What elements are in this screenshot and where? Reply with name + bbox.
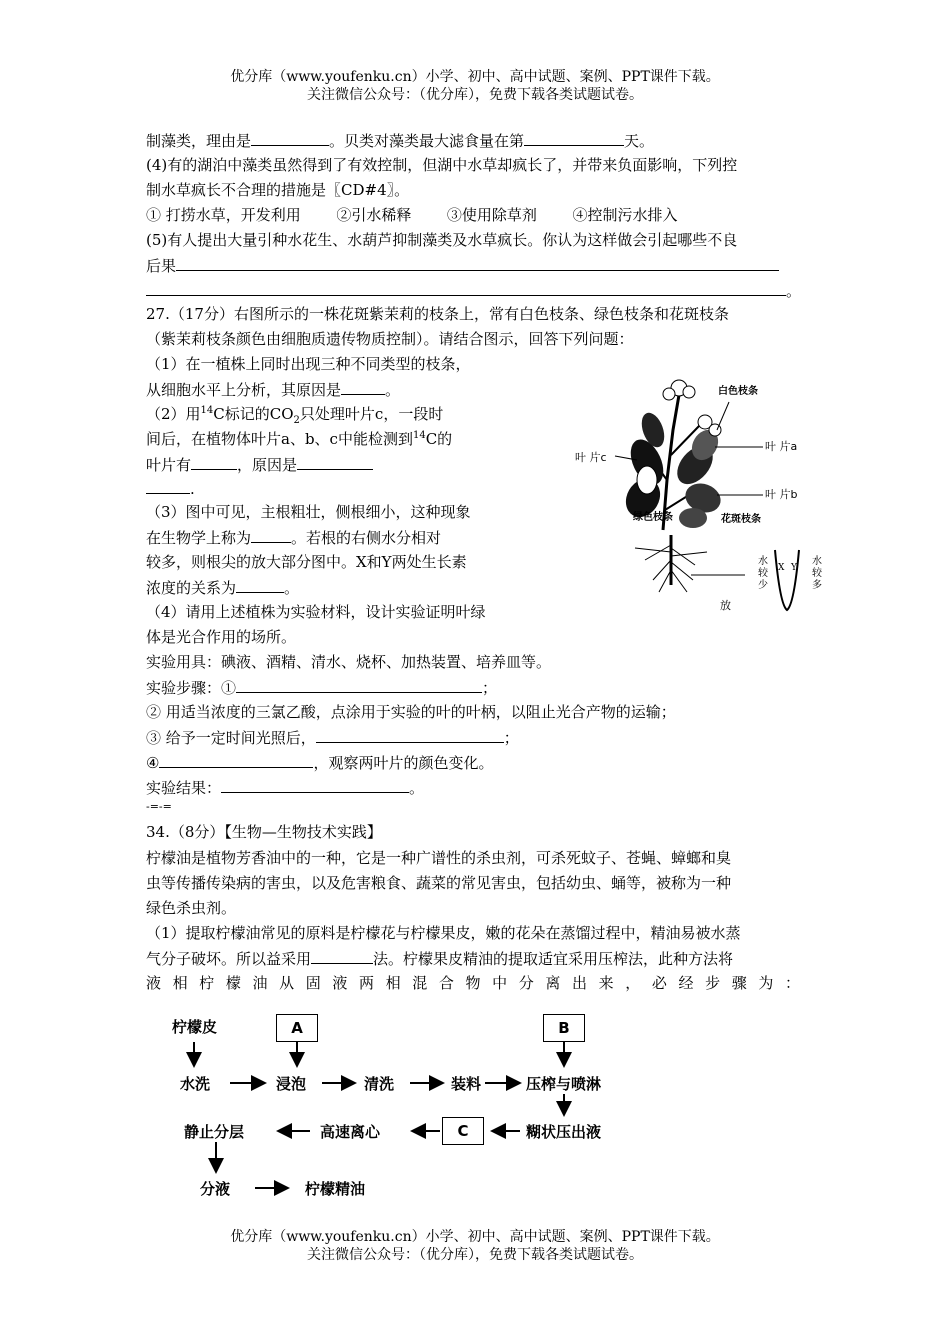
q34-line-5: （1）提取柠檬油常见的原料是柠檬花与柠檬果皮，嫩的花朵在蒸馏过程中，精油易被水蒸 [146,924,741,942]
q27-p1b [146,379,400,400]
q27-text: 只处理叶片c，一段时 [299,405,444,423]
q27-text: ③ 给予一定时间光照后， [146,729,316,747]
option-2: ②引水稀释 [336,206,412,224]
q27-text: C标记的CO [213,405,294,423]
flow-soak: 浸泡 [276,1075,307,1093]
answer-blank[interactable] [251,130,329,146]
label-char: 较 [812,568,822,579]
q26-text: 。贝类对藻类最大滤食量在第 [329,132,525,150]
answer-blank[interactable] [311,948,373,964]
answer-blank[interactable] [316,727,504,743]
extraction-flowchart [150,1012,650,1212]
q34-line-1: 34.（8分）【生物—生物技术实践】 [146,823,382,841]
q26-line-1 [146,130,654,151]
q27-step-4 [146,752,493,773]
q34-text: 气分子破坏。所以益采用 [146,950,312,968]
label-char: 水 [758,556,768,567]
q34-line-2: 柠檬油是植物芳香油中的一种，它是一种广谱性的杀虫剂，可杀死蚊子、苍蝇、蟑螂和臭 [146,849,732,867]
answer-blank[interactable] [146,478,190,494]
q34-line-3: 虫等传播传染病的害虫，以及危害粮食、蔬菜的常见害虫，包括幼虫、蛹等，被称为一种 [146,874,732,892]
q27-text: C的 [425,430,453,448]
option-3: ③使用除草剂 [446,206,537,224]
q27-text: 。 [385,381,401,399]
plant-illustration [575,370,845,620]
flow-peel: 柠檬皮 [172,1018,218,1036]
q27-p4a: （4）请用上述植株为实验材料，设计实验证明叶绿 [146,603,486,621]
q26-text: 。 [786,282,802,300]
option-1: ① 打捞水草，开发利用 [146,206,301,224]
q26-line-7 [146,280,801,301]
q27-result [146,777,424,798]
q27-p3a: （3）图中可见，主根粗壮，侧根细小，这种现象 [146,503,471,521]
label-char: 少 [758,580,768,591]
q27-text: ； [503,729,519,747]
answer-blank[interactable] [251,527,291,543]
q26-line-3: 制水草疯长不合理的措施是〖CD#4〗。 [146,181,410,199]
answer-blank[interactable] [297,454,373,470]
label-y: Y [791,563,797,573]
flow-wash: 水洗 [180,1075,211,1093]
q34-line-7: 液相柠檬油从固液两相混合物中分离出来，必经步骤为： [146,974,800,992]
answer-blank[interactable] [191,454,237,470]
footer-line-1: 优分库（www.youfenku.cn）小学、初中、高中试题、案例、PPT课件下载。 [230,1229,720,1245]
flow-paste: 糊状压出液 [526,1123,602,1141]
q27-p3d [146,577,299,598]
superscript: 14 [200,405,214,416]
flow-press: 压榨与喷淋 [526,1075,602,1093]
q27-text: 叶片有 [146,456,192,474]
q26-text: 天。 [624,132,655,150]
answer-blank[interactable] [159,752,313,768]
q26-options [146,205,678,225]
label-water-more [812,556,822,592]
q27-p2a [146,404,443,424]
flow-box-a: A [276,1014,318,1042]
q27-text: ； [482,679,498,697]
q27-line-2: （紫茉莉枝条颜色由细胞质遗传物质控制）。请结合图示，回答下列问题： [146,330,634,348]
q27-text: 。 [409,779,425,797]
flow-separate: 分液 [200,1180,231,1198]
q27-text: 在生物学上称为 [146,529,252,547]
q27-text: 浓度的关系为 [146,579,237,597]
q27-step-3 [146,727,519,748]
answer-blank[interactable] [236,577,284,593]
option-4: ④控制污水排入 [572,206,678,224]
q26-text: 后果 [146,257,177,275]
answer-blank[interactable] [341,379,385,395]
q27-text: 。若根的右侧水分相对 [291,529,442,547]
label-spotted-branch: 花斑枝条 [721,514,761,525]
q27-p4b: 体是光合作用的场所。 [146,628,297,646]
label-zoom: 放 [720,599,731,612]
label-white-branch: 白色枝条 [718,386,758,397]
answer-blank[interactable] [146,280,786,296]
label-char: 较 [758,568,768,579]
q27-p2c [146,454,373,475]
q26-line-2: (4)有的湖泊中藻类虽然得到了有效控制，但湖中水草却疯长了，并带来负面影响，下列控 [146,156,738,174]
answer-blank[interactable] [236,677,482,693]
q27-text: 。 [284,579,300,597]
label-char: 水 [812,556,822,567]
label-char: 多 [812,580,822,591]
separator-mark: -=-= [146,800,172,813]
q27-text: ④ [146,754,160,772]
q27-line-1: 27.（17分）右图所示的一株花斑紫茉莉的枝条上，常有白色枝条、绿色枝条和花斑枝条 [146,305,729,323]
q27-step-2: ② 用适当浓度的三氯乙酸，点涂用于实验的叶的叶柄，以阻止光合产物的运输； [146,703,676,721]
header-line-2: 关注微信公众号：（优分库），免费下载各类试题试卷。 [307,87,643,103]
flow-centrifuge: 高速离心 [320,1123,381,1141]
answer-blank[interactable] [221,777,409,793]
label-water-less [758,556,768,592]
q27-p3b [146,527,441,548]
q34-line-6 [146,948,733,969]
answer-blank[interactable] [176,255,779,271]
q27-text: 实验步骤：① [146,679,237,697]
header-line-1: 优分库（www.youfenku.cn）小学、初中、高中试题、案例、PPT课件下载。 [230,69,720,85]
q26-line-6 [146,255,779,276]
plant-figure [575,370,845,620]
answer-blank[interactable] [524,130,624,146]
flow-box-b: B [543,1014,585,1042]
label-x: X [778,563,785,573]
q27-text: ，观察两叶片的颜色变化。 [313,754,494,772]
flow-rinse: 清洗 [364,1075,395,1093]
q27-text: 从细胞水平上分析，其原因是 [146,381,342,399]
q27-p2b [146,429,452,449]
q26-text: 制藻类，理由是 [146,132,252,150]
subscript: 2 [293,415,300,426]
q27-p2d [146,478,195,499]
flow-box-c: C [442,1117,484,1145]
q27-tools: 实验用具：碘液、酒精、清水、烧杯、加热装置、培养皿等。 [146,653,552,671]
q26-line-5: (5)有人提出大量引种水花生、水葫芦抑制藻类及水草疯长。你认为这样做会引起哪些不良 [146,231,738,249]
footer-line-2: 关注微信公众号：（优分库），免费下载各类试题试卷。 [307,1247,643,1263]
flow-settle: 静止分层 [184,1123,245,1141]
flow-oil: 柠檬精油 [305,1180,366,1198]
q27-text: （2）用 [146,405,201,423]
q27-step-1 [146,677,497,698]
superscript: 14 [412,430,426,441]
q27-text: ，原因是 [237,456,298,474]
q27-p1a: （1）在一植株上同时出现三种不同类型的枝条， [146,355,471,373]
label-leaf-b: 叶 片b [765,488,798,501]
q27-text: 实验结果： [146,779,222,797]
q27-text: 间后，在植物体叶片a、b、c中能检测到 [146,430,413,448]
flow-load: 装料 [451,1075,482,1093]
label-leaf-a: 叶 片a [765,440,798,453]
label-leaf-c: 叶 片c [575,451,607,464]
q27-p3c: 较多，则根尖的放大部分图中。X和Y两处生长素 [146,553,467,571]
label-green-branch: 绿色枝条 [633,512,673,523]
q34-text: 法。柠檬果皮精油的提取适宜采用压榨法，此种方法将 [373,950,734,968]
q27-text: . [190,480,195,498]
q34-line-4: 绿色杀虫剂。 [146,899,237,917]
